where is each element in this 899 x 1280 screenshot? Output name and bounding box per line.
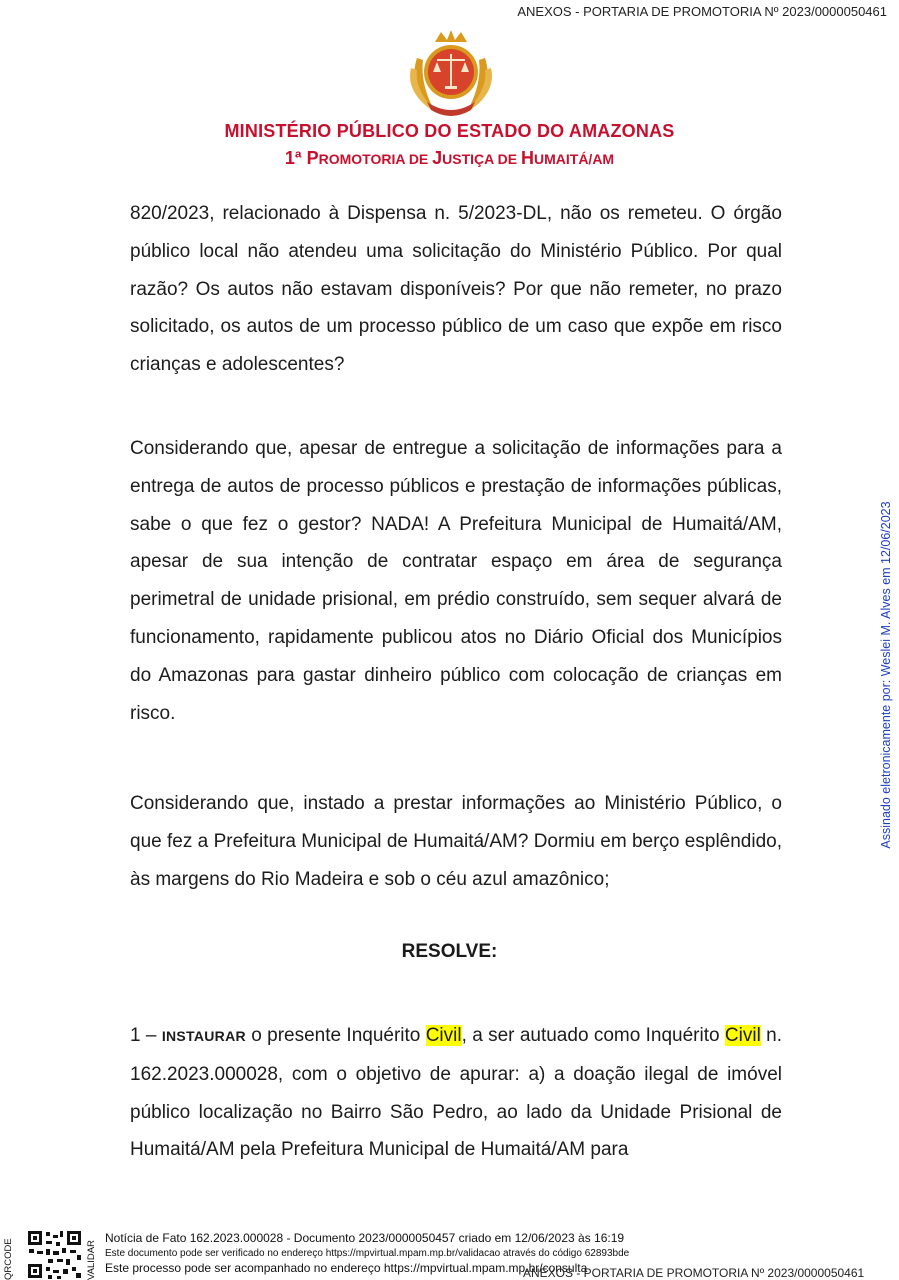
text-segment-c: n. 162.2023.000028, com o objetivo de apurar: a) a doação ilegal de imóvel público localização no Bairro São Pedro, ao lado da Unidade Prisional de Humaitá/AM pela Prefeitura Municipal de Humaitá/AM para (130, 1025, 782, 1161)
promotoria-name (0, 145, 899, 173)
footer-verification: Este documento pode ser verificado no endereço https://mpvirtual.mpam.mp.br/validacao através do código 62893bde (105, 1248, 630, 1259)
instaurar-keyword: INSTAURAR (161, 1028, 246, 1044)
text-segment-a: o presente Inquérito (245, 1025, 426, 1046)
promotoria-cap-p: P (306, 148, 319, 168)
footer-tracking: Este processo pode ser acompanhado no endereço https://mpvirtual.mpam.mp.br/consulta (105, 1261, 588, 1275)
text-segment-b: , a ser autuado como Inquérito (461, 1025, 725, 1046)
promotoria-smallcaps-2: USTIÇA DE (442, 151, 521, 167)
paragraph-1: 820/2023, relacionado à Dispensa n. 5/2023-DL, não os remeteu. O órgão público local não atendeu uma solicitação do Ministério Público. Por qual razão? Os autos não estavam disponíveis? Por que não remeter, no prazo solicitado, os autos de um processo público de um caso que expõe em risco crianças e adolescentes? (130, 203, 782, 376)
resolve-heading: RESOLVE: (401, 941, 498, 962)
item-number: 1 – (130, 1025, 162, 1046)
validar-label: VALIDAR (86, 1240, 97, 1280)
qr-code-icon[interactable] (26, 1229, 83, 1280)
highlight-civil-1: Civil (425, 1025, 462, 1046)
promotoria-smallcaps-3: UMAITÁ/AM (534, 151, 615, 167)
highlight-civil-2: Civil (724, 1025, 761, 1046)
promotoria-cap-h: H (521, 148, 534, 168)
paragraph-considerando-2: Considerando que, instado a prestar informações ao Ministério Público, o que fez a Prefeitura Municipal de Humaitá/AM? Dormiu em berço esplêndido, às margens do Rio Madeira e sob o céu azul amazônico; (130, 793, 782, 890)
promotoria-cap-j: J (432, 148, 443, 168)
paragraph-considerando-1: Considerando que, apesar de entregue a solicitação de informações para a entrega de autos de processo públicos e prestação de informações públicas, sabe o que fez o gestor? NADA! A Prefeitura Municipal de Humaitá/AM, apesar de sua intenção de contratar espaço em área de segurança perimetral de unidade prisional, em prédio construído, sem sequer alvará de funcionamento, rapidamente publicou atos no Diário Oficial dos Municípios do Amazonas para gastar dinheiro público com colocação de crianças em risco. (130, 438, 782, 724)
qrcode-label: QRCODE (3, 1238, 14, 1280)
footer-overlap-reference: ANEXOS - PORTARIA DE PROMOTORIA Nº 2023/0000050461 (523, 1266, 865, 1280)
promotoria-number: 1ª (284, 148, 307, 168)
institution-seal-icon (405, 28, 497, 116)
paragraph-resolution-1 (130, 1017, 782, 1169)
promotoria-smallcaps-1: ROMOTORIA DE (318, 151, 433, 167)
footer-document-info: Notícia de Fato 162.2023.000028 - Documento 2023/0000050457 criado em 12/06/2023 às 16:19 (105, 1231, 625, 1245)
org-name: MINISTÉRIO PÚBLICO DO ESTADO DO AMAZONAS (224, 121, 675, 141)
electronic-signature-note: Assinado eletronicamente por: Weslei M. Alves em 12/06/2023 (879, 501, 893, 849)
top-reference: ANEXOS - PORTARIA DE PROMOTORIA Nº 2023/0000050461 (517, 4, 887, 19)
organization-header (0, 118, 899, 173)
